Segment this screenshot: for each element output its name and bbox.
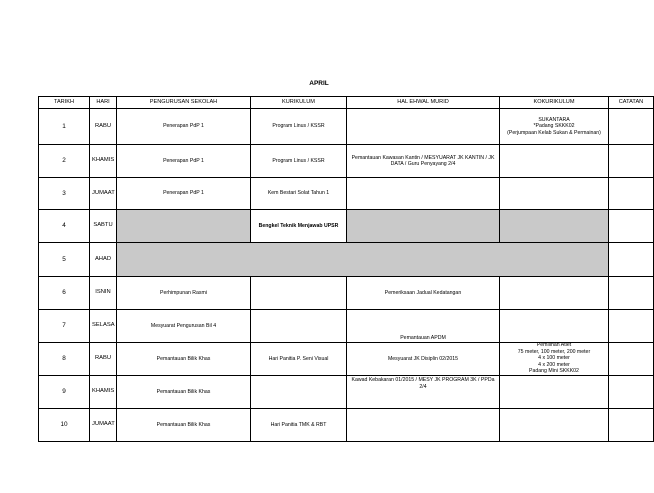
- cell-pengurusan: Perhimpunan Rasmi: [117, 277, 251, 310]
- cell-hari: AHAD: [90, 243, 117, 277]
- page-title: APRIL: [309, 80, 329, 87]
- table-row: [39, 210, 654, 243]
- cell-kurikulum: Kem Bestari Solat Tahun 1: [251, 178, 347, 210]
- cell-pengurusan: Penerapan PdP 1: [117, 178, 251, 210]
- cell-hari: SELASA: [90, 310, 117, 343]
- cell-tarikh: 6: [39, 277, 90, 310]
- cell-catatan: [609, 145, 654, 178]
- cell-catatan: [609, 109, 654, 145]
- cell-catatan: [609, 277, 654, 310]
- cell-hari: RABU: [90, 343, 117, 376]
- cell-kokurikulum: [500, 310, 609, 343]
- cell-pengurusan: [117, 210, 251, 243]
- cell-tarikh: 9: [39, 376, 90, 409]
- cell-kurikulum: Program Linus / KSSR: [251, 109, 347, 145]
- cell-holiday-block: [117, 243, 609, 277]
- cell-catatan: [609, 310, 654, 343]
- header-pengurusan-sekolah: PENGURUSAN SEKOLAH: [117, 97, 251, 109]
- cell-hem: Pemeriksaan Jadual Kedatangan: [347, 277, 500, 310]
- table-row: [39, 409, 654, 442]
- cell-hari: RABU: [90, 109, 117, 145]
- cell-tarikh: 5: [39, 243, 90, 277]
- cell-tarikh: 1: [39, 109, 90, 145]
- cell-hem: [347, 109, 500, 145]
- cell-kokurikulum: [500, 343, 609, 376]
- koko-line: 75 meter, 100 meter, 200 meter: [517, 348, 591, 355]
- cell-hari: KHAMIS: [90, 145, 117, 178]
- koko-line: (Perjumpaan Kelab Sukan & Permainan): [507, 129, 601, 136]
- cell-tarikh: 4: [39, 210, 90, 243]
- header-hal-ehwal-murid: HAL EHWAL MURID: [347, 97, 500, 109]
- cell-kurikulum: [251, 376, 347, 409]
- koko-line: Padang Mini SKKK02: [529, 368, 579, 374]
- cell-catatan: [609, 178, 654, 210]
- cell-kurikulum: [251, 277, 347, 310]
- cell-pengurusan: Penerapan PdP 1: [117, 109, 251, 145]
- header-hari: HARI: [90, 97, 117, 109]
- cell-tarikh: 10: [39, 409, 90, 442]
- table-row: [39, 145, 654, 178]
- cell-kokurikulum: [500, 109, 609, 145]
- koko-clip: [500, 342, 608, 373]
- cell-tarikh: 2: [39, 145, 90, 178]
- cell-kurikulum: Hari Panitia P. Seni Visual: [251, 343, 347, 376]
- header-kurikulum: KURIKULUM: [251, 97, 347, 109]
- koko-line: 4 x 200 meter: [538, 361, 570, 368]
- cell-pengurusan: Mesyuarat Pengurusan Bil 4: [117, 310, 251, 343]
- cell-kokurikulum: [500, 178, 609, 210]
- cell-kokurikulum: [500, 145, 609, 178]
- cell-catatan: [609, 409, 654, 442]
- table-row: [39, 343, 654, 376]
- table-row: [39, 310, 654, 343]
- cell-hem: Kawad Kebakaran 01/2015 / MESY JK PROGRAM 3K / PPDa 2/4: [347, 376, 500, 409]
- cell-hem: [347, 210, 500, 243]
- header-catatan: CATATAN: [609, 97, 654, 109]
- cell-tarikh: 8: [39, 343, 90, 376]
- table-row: [39, 109, 654, 145]
- cell-catatan: [609, 210, 654, 243]
- cell-hari: JUMAAT: [90, 409, 117, 442]
- cell-hem: Pemantauan Kawasan Kantin / MESYUARAT JK KANTIN / JK DATA / Guru Penyayang 2/4: [347, 145, 500, 178]
- cell-kokurikulum: [500, 376, 609, 409]
- cell-hari: SABTU: [90, 210, 117, 243]
- cell-hari: JUMAAT: [90, 178, 117, 210]
- cell-kurikulum: Program Linus / KSSR: [251, 145, 347, 178]
- cell-hari: KHAMIS: [90, 376, 117, 409]
- koko-line: 4 x 100 meter: [538, 355, 570, 361]
- cell-catatan: [609, 243, 654, 277]
- cell-tarikh: 7: [39, 310, 90, 343]
- table-row: [39, 376, 654, 409]
- cell-kokurikulum: [500, 409, 609, 442]
- cell-hem: Pemantauan APDM: [347, 310, 500, 343]
- schedule-table: [38, 96, 654, 442]
- koko-line: Pemilihan Atlet: [536, 342, 572, 348]
- cell-kokurikulum: [500, 277, 609, 310]
- cell-catatan: [609, 343, 654, 376]
- cell-kokurikulum: [500, 210, 609, 243]
- cell-pengurusan: Penerapan PdP 1: [117, 145, 251, 178]
- header-tarikh: TARIKH: [39, 97, 90, 109]
- table-row: [39, 243, 654, 277]
- cell-pengurusan: Pemantauan Bilik Khas: [117, 343, 251, 376]
- koko-line: *Padang SKKK02: [533, 123, 575, 130]
- header-row: [39, 97, 654, 109]
- cell-kurikulum: Bengkel Teknik Menjawab UPSR: [251, 210, 347, 243]
- header-kokurikulum: KOKURIKULUM: [500, 97, 609, 109]
- table-row: [39, 178, 654, 210]
- cell-tarikh: 3: [39, 178, 90, 210]
- cell-catatan: [609, 376, 654, 409]
- cell-hem: [347, 178, 500, 210]
- table-row: [39, 277, 654, 310]
- cell-kurikulum: [251, 310, 347, 343]
- cell-pengurusan: Pemantauan Bilik Khas: [117, 376, 251, 409]
- cell-hem: Mesyuarat JK Disiplin 02/2015: [347, 343, 500, 376]
- cell-pengurusan: Pemantauan Bilik Khas: [117, 409, 251, 442]
- koko-line: SUKANTARA: [538, 116, 570, 123]
- cell-kurikulum: Hari Panitia TMK & RBT: [251, 409, 347, 442]
- cell-hari: ISNIN: [90, 277, 117, 310]
- cell-hem: [347, 409, 500, 442]
